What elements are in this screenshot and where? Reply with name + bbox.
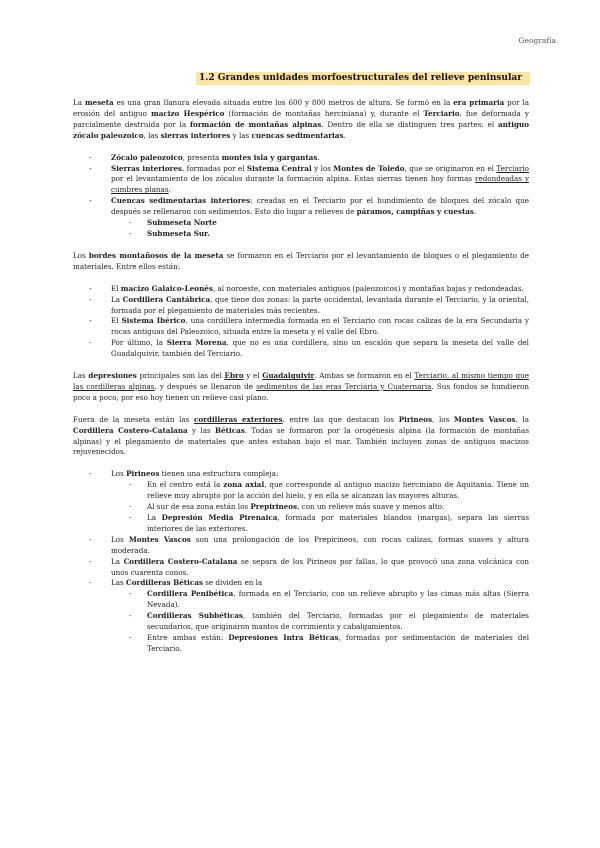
document-body — [73, 98, 529, 666]
pirineos-sublist — [111, 480, 529, 535]
sub-list-item: - En el centro está la zona axial, que corresponde al antiguo macizo herciniano de Aquitania. Tiene un relieve muy abrupto por la acción del hielo, y en ella se alcanzan las mayores alturas. — [147, 480, 529, 502]
paragraph-cordilleras-exteriores: Fuera de la meseta están las cordilleras exteriores, entre las que destacan los Pirineos, los Montes Vascos, la Cordillera Costero-Catalana y las Béticas. Todas se formaron por la orogénesis alpina (la formación de montañas alpinas) y el plegamiento de materiales que antes estaban bajo el mar. También incluyen zonas de antiguos macizos rejuvenecidos. — [73, 414, 530, 457]
sub-list-item: - Al sur de esa zona están los Prepirineos, con un relieve más suave y menos alto. — [147, 502, 529, 513]
sub-list-item: - Cordilleras Subbéticas, también del Terciario, formadas por el plegamiento de materiales secundarios, que originaron mantos de corrimiento y cabalgamientos. — [147, 611, 529, 633]
paragraph-meseta: La meseta es una gran llanura elevada situada entre los 600 y 800 metros de altura. Se formó en la era primaria por la erosión del antiguo macizo Hespérico (formación de montañas herciniana) y, durante el Terciario, fue deformada y parcialmente destruida por la formación de montañas alpinas. Dentro de ella se distinguen tres partes: el antiguo zócalo paleozoico, las sierras interiores y las cuencas sedimentarias. — [73, 98, 529, 140]
cordilleras-list — [73, 469, 529, 654]
sub-list-item: - Cordillera Penibética, formada en el Terciario, con un relieve abrupto y las cimas más altas (Sierra Nevada). — [147, 589, 529, 611]
list-item: - Los Pirineos tienen una estructura compleja: - En el centro está la zona axial, que corresponde al antiguo macizo herciniano de Aquitania. Tiene un relieve muy abrupto por la acción del hielo, y en ella se alcanzan las mayores alturas. - Al sur de esa zona están los Prepirineos, con un relieve más suave y menos alto. - La Depresión Media Pirenaica, formada por materiales blandos (margas), separa las sierras interiores de las exteriores. — [111, 469, 529, 534]
list-item: - Por último, la Sierra Morena, que no es una cordillera, sino un escalón que separa la meseta del valle del Guadalquivir, también del Terciario. — [111, 338, 529, 360]
paragraph-depresiones: Las depresiones principales son las del Ebro y el Guadalquivir. Ambas se formaron en el Terciario, al mismo tiempo que las cordilleras alpinas, y después se llenaron de sedimentos de las eras Terciaria y Cuaternaria. Sus fondos se hundieron poco a poco, por eso hoy tienen un relieve casi plano. — [73, 371, 530, 402]
sub-list-item: - Submeseta Sur. — [147, 229, 529, 240]
bordes-list — [73, 284, 529, 360]
list-item: - El macizo Galaico-Leonés, al noroeste, con materiales antiguos (paleozoicos) y montañas bajas y redondeadas. — [111, 284, 529, 295]
sub-list-item: - Entre ambas están: Depresiones Intra Béticas, formadas por sedimentación de materiales del Terciario. — [147, 633, 529, 655]
meseta-parts-list — [73, 153, 529, 240]
submeseta-list — [111, 218, 529, 240]
sub-list-item: - Submeseta Norte — [147, 218, 529, 229]
paragraph-bordes: Los bordes montañosos de la meseta se formaron en el Terciario por el levantamiento de bloques o el plegamiento de materiales. Entre ellos están: — [73, 250, 530, 271]
list-item: - El Sistema Ibérico, una cordillera intermedia formada en el Terciario con rocas calizas de la era Secundaria y rocas antiguas del Paleozoico, situada entre la meseta y el valle del Ebro. — [111, 316, 529, 338]
list-item: - Zócalo paleozoico, presenta montes isla y gargantas. — [111, 153, 529, 164]
list-item: - La Cordillera Costero-Catalana se separa de los Pirineos por fallas, lo que provocó una zona volcánica con unos cuarenta conos. — [111, 557, 529, 579]
list-item: - Los Montes Vascos son una prolongación de los Prepirineos, con rocas calizas, formas suaves y altura moderada. — [111, 535, 529, 557]
list-item: - Cuencas sedimentarias interiores: creadas en el Terciario por el hundimiento de bloques del zócalo que después se rellenaron con sedimentos. Esto dio lugar a relieves de páramos, campiñas y cuestas. - Submeseta Norte - Submeseta Sur. — [111, 196, 529, 240]
list-item: - Sierras interiores, formadas por el Sistema Central y los Montes de Toledo, que se originaron en el Terciario por el levantamiento de los zócalos durante la formación alpina. Estas sierras tienen hoy formas redondeadas y cumbres planas. — [111, 164, 529, 197]
beticas-sublist — [111, 589, 529, 654]
list-item: - Las Cordilleras Béticas se dividen en la - Cordillera Penibética, formada en el Terciario, con un relieve abrupto y las cimas más altas (Sierra Nevada). - Cordilleras Subbéticas, también del Terciario, formadas por el plegamiento de materiales secundarios, que originaron mantos de corrimiento y cabalgamientos. - Entre ambas están: Depresiones Intra Béticas, formadas por sedimentación de materiales del Terciario. — [111, 578, 529, 654]
section-title: 1.2 Grandes unidades morfoestructurales del relieve peninsular — [196, 72, 530, 85]
sub-list-item: - La Depresión Media Pirenaica, formada por materiales blandos (margas), separa las sierras interiores de las exteriores. — [147, 513, 529, 535]
page-header-subject: Geografía — [518, 36, 556, 45]
list-item: - La Cordillera Cantábrica, que tiene dos zonas: la parte occidental, levantada durante el Terciario, y la oriental, formada por el plegamiento de materiales más recientes. — [111, 295, 529, 317]
